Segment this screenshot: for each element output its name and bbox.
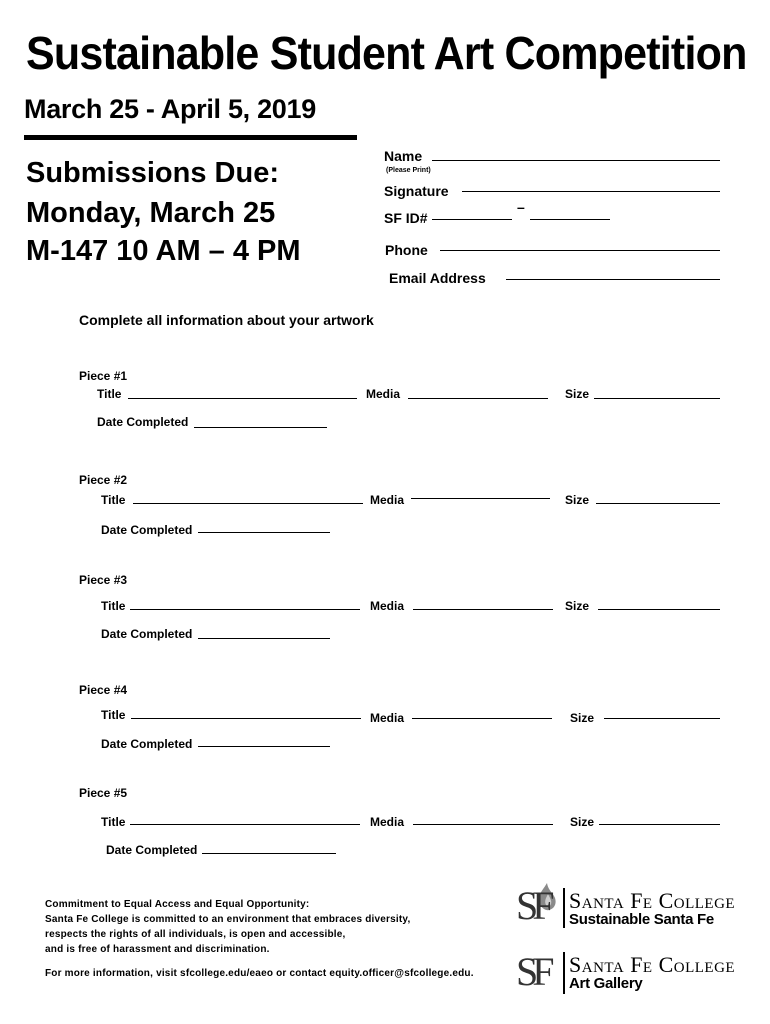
piece-media-field[interactable] (413, 824, 553, 825)
email-field[interactable] (506, 279, 720, 280)
piece-media-label: Media (370, 599, 405, 613)
email-label: Email Address (389, 270, 486, 286)
piece-date-field[interactable] (198, 532, 330, 533)
piece-title-label: Title (97, 387, 122, 401)
piece-date-label: Date Completed (101, 627, 193, 641)
piece-heading: Piece #1 (79, 369, 128, 383)
logo-subtitle: Art Gallery (569, 975, 643, 992)
piece-heading: Piece #2 (79, 473, 128, 487)
piece-size-label: Size (565, 387, 590, 401)
sfid-label: SF ID# (384, 210, 428, 226)
piece-size-label: Size (565, 599, 590, 613)
name-label: Name (384, 148, 423, 164)
piece-date-label: Date Completed (106, 843, 198, 857)
logo-divider (563, 888, 565, 928)
submissions-due-label: Submissions Due: (26, 157, 279, 189)
piece-heading: Piece #4 (79, 683, 128, 697)
piece-size-field[interactable] (596, 503, 720, 504)
signature-field[interactable] (462, 191, 720, 192)
submissions-due-location-time: M-147 10 AM – 4 PM (26, 235, 301, 267)
piece-title-field[interactable] (128, 398, 357, 399)
eaeo-contact: For more information, visit sfcollege.edu/eaeo or contact equity.officer@sfcollege.edu. (45, 968, 474, 979)
piece-size-field[interactable] (599, 824, 720, 825)
piece-title-label: Title (101, 599, 126, 613)
competition-dates: March 25 - April 5, 2019 (24, 94, 316, 124)
piece-size-label: Size (565, 493, 590, 507)
piece-title-label: Title (101, 493, 126, 507)
piece-size-field[interactable] (594, 398, 720, 399)
piece-size-field[interactable] (604, 718, 720, 719)
header-divider (24, 135, 357, 140)
eaeo-text-line: Santa Fe College is committed to an environment that embraces diversity, (45, 914, 411, 925)
phone-label: Phone (385, 242, 428, 258)
piece-title-field[interactable] (130, 609, 360, 610)
eaeo-text-line: respects the rights of all individuals, is open and accessible, (45, 929, 346, 940)
artwork-instructions: Complete all information about your artwork (79, 312, 374, 328)
piece-size-label: Size (570, 815, 595, 829)
piece-title-field[interactable] (133, 503, 363, 504)
sf-mark: SF (516, 949, 549, 994)
piece-media-label: Media (370, 493, 405, 507)
signature-label: Signature (384, 183, 449, 199)
piece-date-label: Date Completed (97, 415, 189, 429)
piece-media-field[interactable] (413, 609, 553, 610)
piece-size-label: Size (570, 711, 595, 725)
sfid-field-part1[interactable] (432, 219, 512, 220)
logo-divider (563, 952, 565, 994)
piece-title-field[interactable] (130, 824, 360, 825)
sustainable-santa-fe-logo (516, 882, 766, 934)
page-title: Sustainable Student Art Competition (26, 28, 747, 80)
submissions-due-day: Monday, March 25 (26, 197, 276, 229)
piece-media-field[interactable] (408, 398, 548, 399)
piece-size-field[interactable] (598, 609, 720, 610)
piece-media-field[interactable] (411, 498, 550, 499)
name-print-hint: (Please Print) (386, 167, 431, 174)
piece-date-label: Date Completed (101, 737, 193, 751)
piece-media-label: Media (370, 815, 405, 829)
piece-media-label: Media (366, 387, 401, 401)
college-name: Santa Fe College (569, 888, 736, 913)
piece-date-label: Date Completed (101, 523, 193, 537)
piece-date-field[interactable] (194, 427, 327, 428)
piece-date-field[interactable] (202, 853, 336, 854)
college-name: Santa Fe College (569, 952, 736, 977)
sfid-dash: – (517, 199, 525, 215)
eaeo-text-line: and is free of harassment and discrimination. (45, 944, 270, 955)
sf-mark: SF (516, 883, 549, 928)
piece-title-field[interactable] (131, 718, 361, 719)
name-field[interactable] (432, 160, 720, 161)
piece-title-label: Title (101, 815, 126, 829)
piece-heading: Piece #3 (79, 573, 128, 587)
sfid-field-part2[interactable] (530, 219, 610, 220)
logo-subtitle: Sustainable Santa Fe (569, 911, 714, 928)
piece-date-field[interactable] (198, 746, 330, 747)
piece-media-field[interactable] (412, 718, 552, 719)
piece-media-label: Media (370, 711, 405, 725)
eaeo-heading: Commitment to Equal Access and Equal Opportunity: (45, 899, 310, 910)
piece-heading: Piece #5 (79, 786, 128, 800)
eaeo-statement (45, 897, 410, 957)
art-gallery-logo (516, 948, 766, 1000)
piece-date-field[interactable] (198, 638, 330, 639)
piece-title-label: Title (101, 708, 126, 722)
phone-field[interactable] (440, 250, 720, 251)
